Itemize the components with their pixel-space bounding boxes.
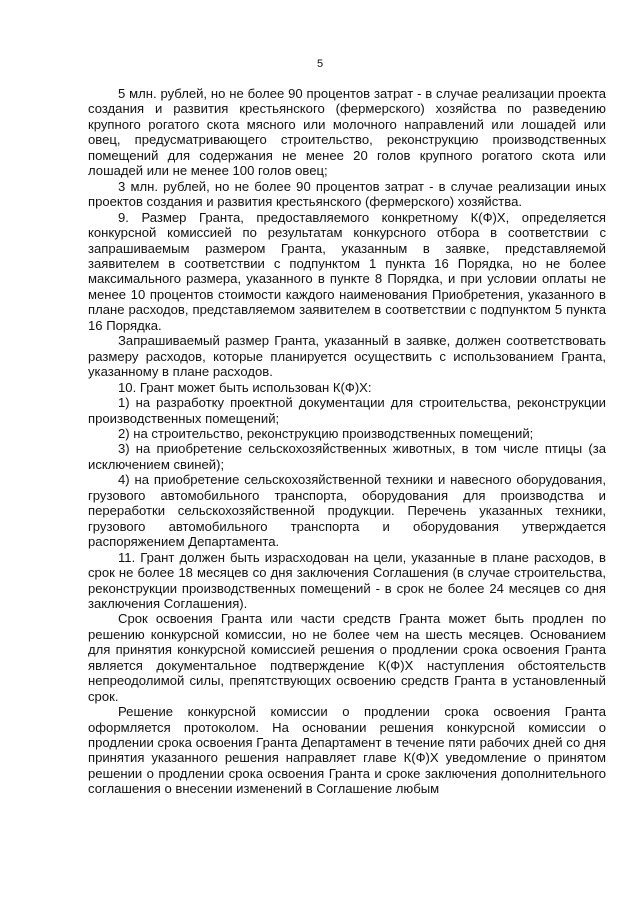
paragraph: 3 млн. рублей, но не более 90 процентов затрат - в случае реализации иных проектов создания и развития крестьянского (фермерского) хозяйства. bbox=[88, 178, 606, 210]
paragraph: Запрашиваемый размер Гранта, указанный в заявке, должен соответствовать размеру расходов, которые планируется осуществить с использованием Гранта, указанному в плане расходов. bbox=[88, 333, 606, 380]
list-item: 4) на приобретение сельскохозяйственной техники и навесного оборудования, грузового автомобильного транспорта, оборудования для производства и переработки сельскохозяйственной продукции. Перечень указанных техники, грузового автомобильного транспорта и оборудования утверждается распоряжением Департамента. bbox=[88, 472, 606, 550]
paragraph: Решение конкурсной комиссии о продлении срока освоения Гранта оформляется протоколом. На основании решения конкурсной комиссии о продлении срока освоения Гранта Департамент в течение пяти рабочих дней со дня принятия указанного решения направляет главе К(Ф)Х уведомление о принятом решении о продлении срока освоения Гранта и сроке заключения дополнительного соглашения о внесении изменений в Соглашение любым bbox=[88, 704, 606, 797]
list-item: 2) на строительство, реконструкцию производственных помещений; bbox=[118, 425, 534, 441]
paragraph: 5 млн. рублей, но не более 90 процентов затрат - в случае реализации проекта создания и развития крестьянского (фермерского) хозяйства по разведению крупного рогатого скота мясного или молочного направлений или лошадей или овец, предусматривающего строительство, реконструкцию производственных помещений для содержания не менее 20 голов крупного рогатого скота или лошадей или не менее 100 голов овец; bbox=[88, 86, 606, 179]
paragraph: Срок освоения Гранта или части средств Гранта может быть продлен по решению конкурсной комиссии, но не более чем на шесть месяцев. Основанием для принятия конкурсной комиссией решения о продлении срока освоения Гранта является документальное подтверждение К(Ф)Х наступления обстоятельств непреодолимой силы, препятствующих освоению средств Гранта в установленный срок. bbox=[88, 611, 606, 704]
list-item: 1) на разработку проектной документации для строительства, реконструкции производственных помещений; bbox=[88, 395, 606, 426]
paragraph: 10. Грант может быть использован К(Ф)Х: bbox=[118, 379, 372, 395]
list-item: 3) на приобретение сельскохозяйственных животных, в том числе птицы (за исключением свиней); bbox=[88, 441, 606, 472]
document-body bbox=[88, 86, 606, 797]
page-number: 5 bbox=[316, 58, 324, 70]
paragraph: 9. Размер Гранта, предоставляемого конкретному К(Ф)Х, определяется конкурсной комиссией по результатам конкурсного отбора в соответствии с запрашиваемым размером Гранта, указанным в заявке, представляемой заявителем в соответствии с подпунктом 1 пункта 16 Порядка, но не более максимального размера, указанного в пункте 8 Порядка, и при условии оплаты не менее 10 процентов стоимости каждого наименования Приобретения, указанного в плане расходов, представляемом заявителем в соответствии с подпунктом 5 пункта 16 Порядка. bbox=[88, 209, 606, 333]
paragraph: 11. Грант должен быть израсходован на цели, указанные в плане расходов, в срок не более 18 месяцев со дня заключения Соглашения (в случае строительства, реконструкции производственных помещений - в срок не более 24 месяцев со дня заключения Соглашения). bbox=[88, 549, 606, 611]
